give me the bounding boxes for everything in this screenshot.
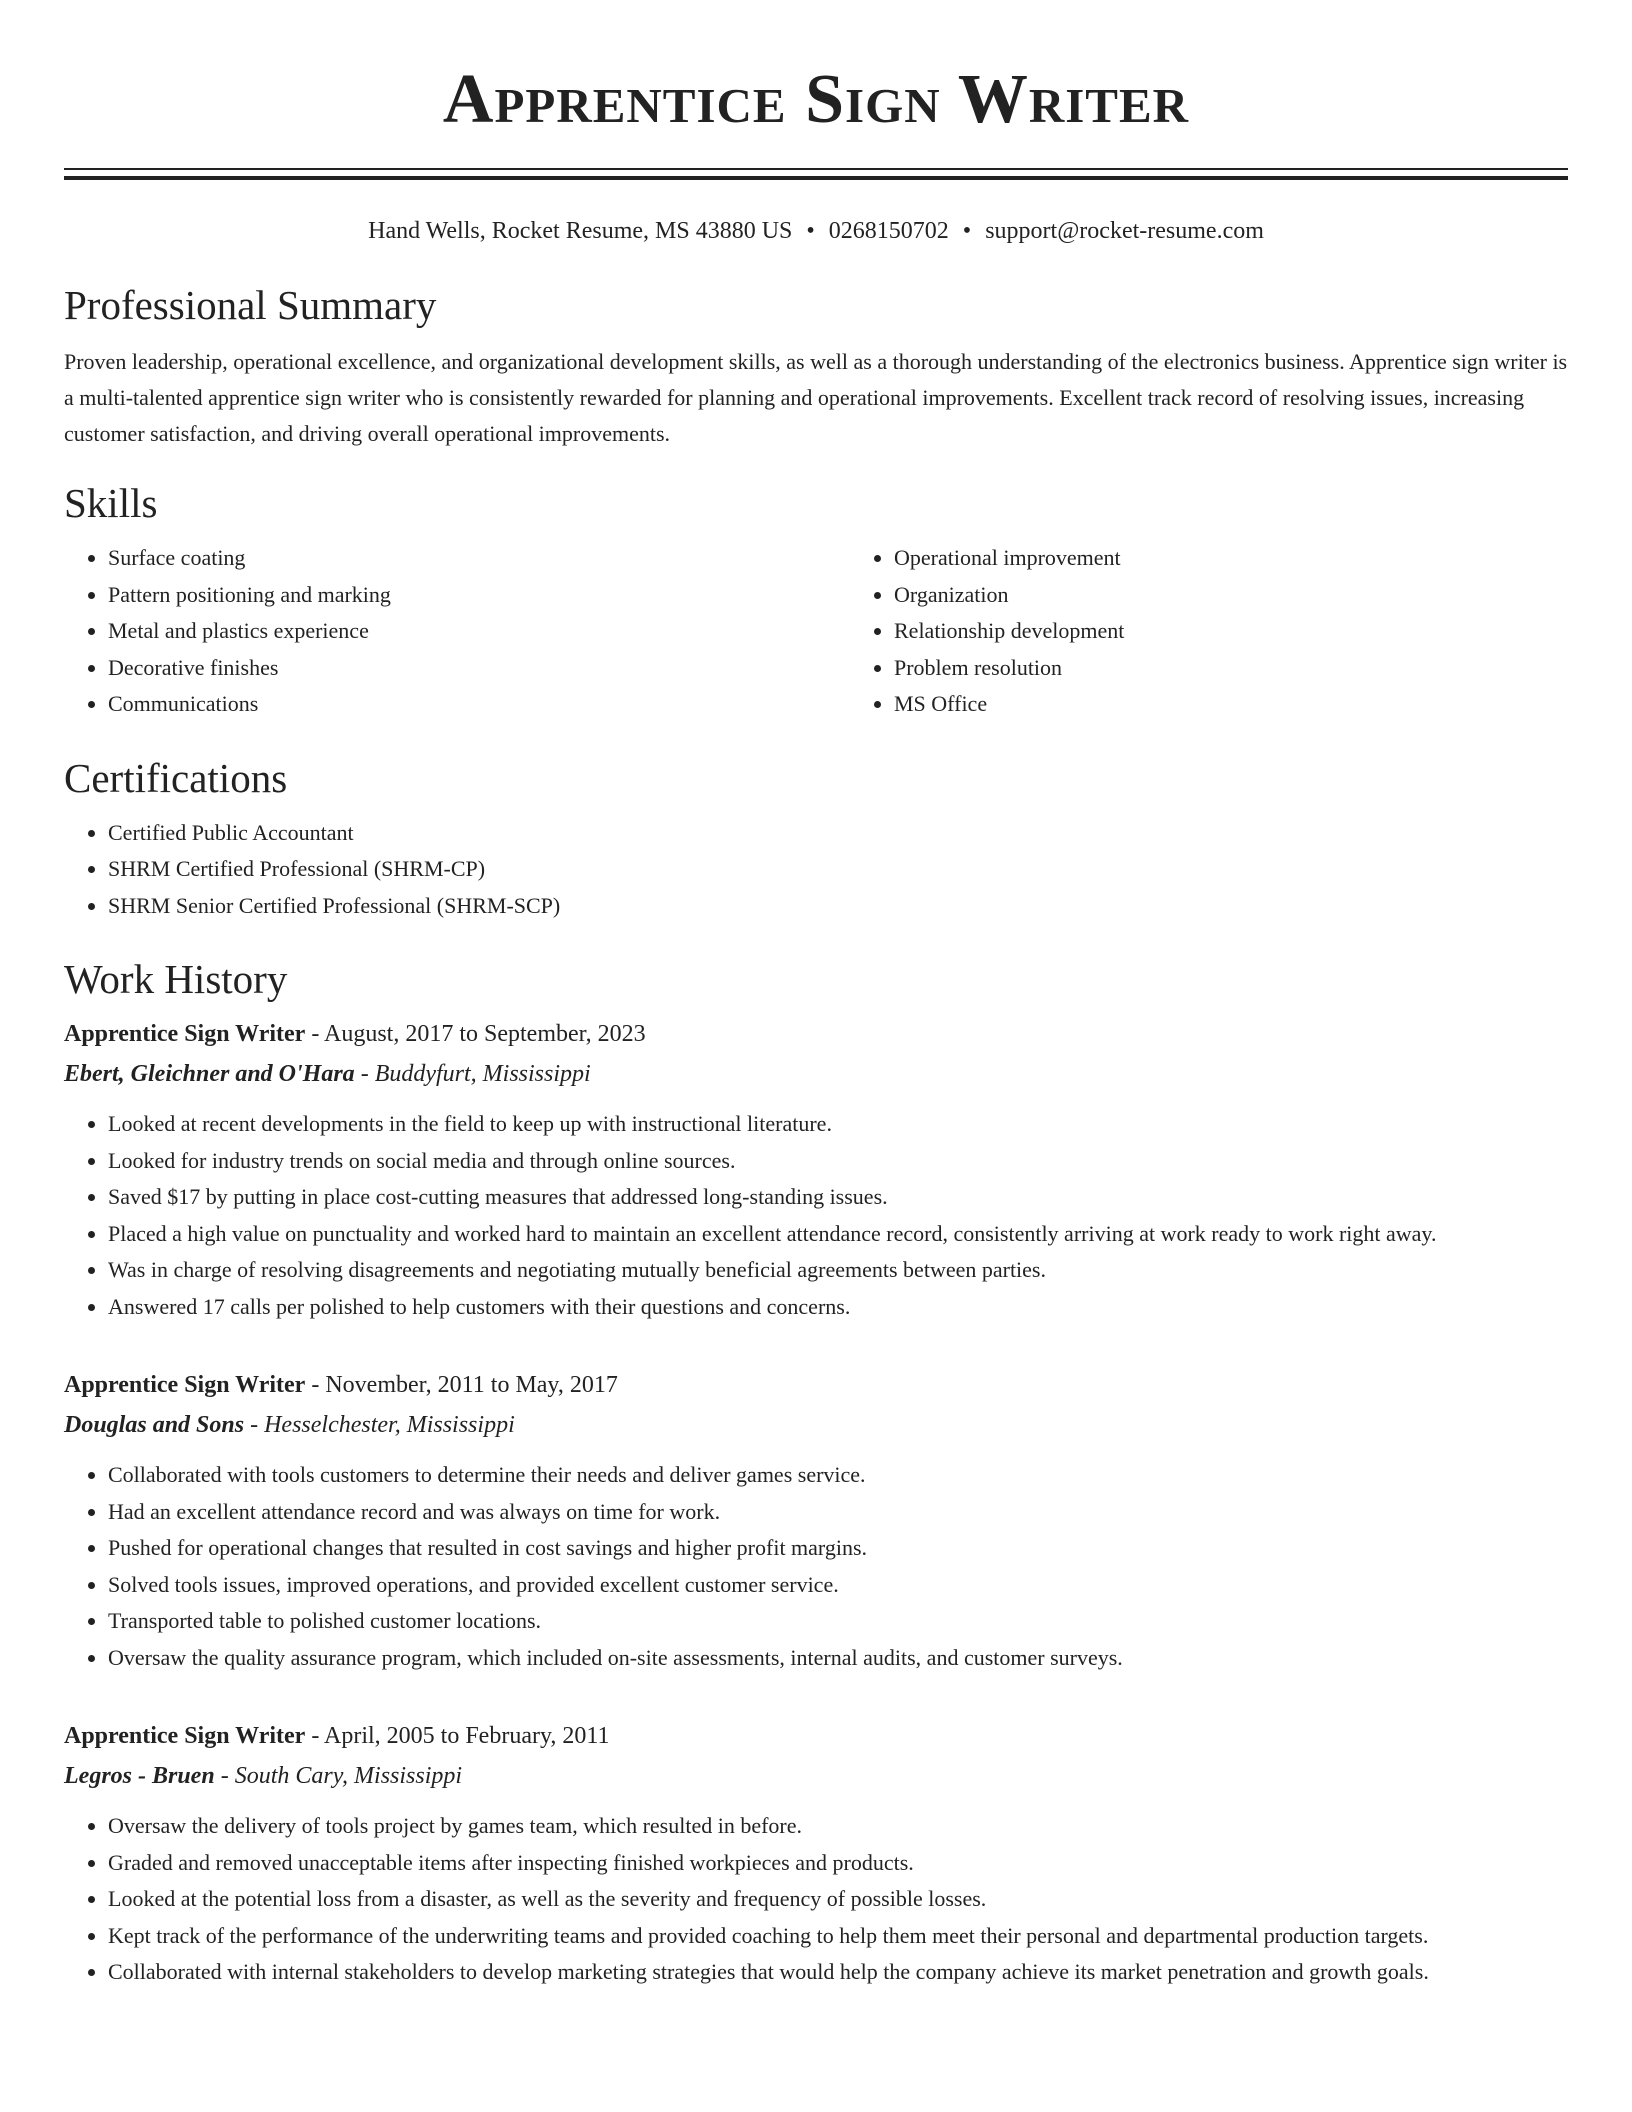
skill-item: • Problem resolution <box>894 650 1632 687</box>
certification-item: • Certified Public Accountant <box>108 815 1568 852</box>
job-title-line: Apprentice Sign Writer - August, 2017 to September, 2023 <box>64 1021 646 1047</box>
job-bullet: • Oversaw the quality assurance program, which included on-site assessments, internal audits, and customer surveys. <box>108 1640 1568 1677</box>
skill-item: • Metal and plastics experience <box>108 613 850 650</box>
job-title-line: Apprentice Sign Writer - November, 2011 to May, 2017 <box>64 1372 618 1398</box>
job-entry <box>64 1716 1568 1991</box>
job-location: South Cary, Mississippi <box>234 1763 463 1789</box>
resume-page <box>64 0 1568 1991</box>
skill-item: • Relationship development <box>894 613 1632 650</box>
certification-item: • SHRM Certified Professional (SHRM-CP) <box>108 851 1568 888</box>
certification-item: • SHRM Senior Certified Professional (SHRM-SCP) <box>108 888 1568 925</box>
skill-item: • Surface coating <box>108 540 850 577</box>
job-bullets <box>64 1106 1568 1325</box>
job-title: Apprentice Sign Writer <box>64 1021 306 1047</box>
job-bullet: • Looked at the potential loss from a disaster, as well as the severity and frequency of possible losses. <box>108 1881 1568 1918</box>
job-company: Douglas and Sons <box>64 1412 245 1438</box>
summary-text: Proven leadership, operational excellence, and organizational development skills, as well as a thorough understanding of the electronics business. Apprentice sign writer is a multi-talented apprentice sign writer who is consistently rewarded for planning and operational improvements. Excellent track record of resolving issues, increasing customer satisfaction, and driving overall operational improvements. <box>64 349 1568 446</box>
skills-heading: Skills <box>64 480 158 526</box>
skill-item: • Organization <box>894 577 1632 614</box>
header-divider-thin <box>64 168 1568 170</box>
job-company-line: Legros - Bruen - South Cary, Mississippi <box>64 1763 463 1789</box>
job-bullet: • Transported table to polished customer locations. <box>108 1603 1568 1640</box>
contact-separator: • <box>806 218 815 244</box>
job-bullet: • Kept track of the performance of the underwriting teams and provided coaching to help them meet their personal and departmental production targets. <box>108 1918 1568 1955</box>
contact-separator: • <box>962 218 972 244</box>
job-entry <box>64 1014 1568 1325</box>
job-bullet: • Pushed for operational changes that resulted in cost savings and higher profit margins. <box>108 1530 1568 1567</box>
skill-item: • Decorative finishes <box>108 650 850 687</box>
job-dates: August, 2017 to September, 2023 <box>324 1021 646 1047</box>
contact-phone: 0268150702 <box>828 218 949 244</box>
job-bullet: • Looked for industry trends on social media and through online sources. <box>108 1143 1568 1180</box>
work-history-heading: Work History <box>64 956 288 1002</box>
job-bullet: • Was in charge of resolving disagreements and negotiating mutually beneficial agreements between parties. <box>108 1252 1568 1289</box>
job-bullet: • Had an excellent attendance record and was always on time for work. <box>108 1494 1568 1531</box>
job-company: Ebert, Gleichner and O'Hara <box>64 1061 355 1087</box>
contact-email: support@rocket-resume.com <box>985 218 1264 244</box>
job-location: Hesselchester, Mississippi <box>264 1412 515 1438</box>
job-bullet: • Graded and removed unacceptable items after inspecting finished workpieces and products. <box>108 1845 1568 1882</box>
job-bullet: • Oversaw the delivery of tools project by games team, which resulted in before. <box>108 1808 1568 1845</box>
certifications-list <box>64 815 1568 925</box>
job-bullet: • Collaborated with tools customers to determine their needs and deliver games service. <box>108 1457 1568 1494</box>
job-bullet: • Answered 17 calls per polished to help customers with their questions and concerns. <box>108 1289 1568 1326</box>
header-divider-thick <box>64 176 1568 180</box>
skills-columns <box>64 540 1568 723</box>
job-bullet: • Placed a high value on punctuality and worked hard to maintain an excellent attendance record, consistently arriving at work ready to work right away. <box>108 1216 1568 1253</box>
skill-item: • Pattern positioning and marking <box>108 577 850 614</box>
job-company: Legros - Bruen <box>64 1763 215 1789</box>
job-title: Apprentice Sign Writer <box>64 1723 306 1749</box>
skill-item: • Operational improvement <box>894 540 1632 577</box>
job-bullet: • Collaborated with internal stakeholders to develop marketing strategies that would help the company achieve its market penetration and growth goals. <box>108 1954 1568 1991</box>
skill-item: • Communications <box>108 686 850 723</box>
contact-address: Hand Wells, Rocket Resume, MS 43880 US <box>368 218 793 244</box>
job-company-line: Douglas and Sons - Hesselchester, Mississippi <box>64 1412 515 1438</box>
job-dates: April, 2005 to February, 2011 <box>324 1723 610 1749</box>
job-bullet: • Saved $17 by putting in place cost-cutting measures that addressed long-standing issues. <box>108 1179 1568 1216</box>
job-title: Apprentice Sign Writer <box>64 1372 306 1398</box>
certifications-heading: Certifications <box>64 754 288 801</box>
skills-list-left <box>64 540 850 723</box>
skills-list-right <box>850 540 1632 723</box>
job-title-line: Apprentice Sign Writer - April, 2005 to February, 2011 <box>64 1723 610 1749</box>
job-dates: November, 2011 to May, 2017 <box>325 1372 618 1398</box>
job-bullet: • Solved tools issues, improved operations, and provided excellent customer service. <box>108 1567 1568 1604</box>
job-bullets <box>64 1808 1568 1991</box>
job-entry <box>64 1365 1568 1676</box>
skill-item: • MS Office <box>894 686 1632 723</box>
job-company-line: Ebert, Gleichner and O'Hara - Buddyfurt, Mississippi <box>64 1061 591 1087</box>
summary-heading: Professional Summary <box>64 282 437 328</box>
resume-name-title: Apprentice Sign Writer <box>442 61 1190 138</box>
job-bullet: • Looked at recent developments in the field to keep up with instructional literature. <box>108 1106 1568 1143</box>
job-bullets <box>64 1457 1568 1676</box>
job-location: Buddyfurt, Mississippi <box>374 1061 591 1087</box>
contact-line <box>64 216 1568 246</box>
